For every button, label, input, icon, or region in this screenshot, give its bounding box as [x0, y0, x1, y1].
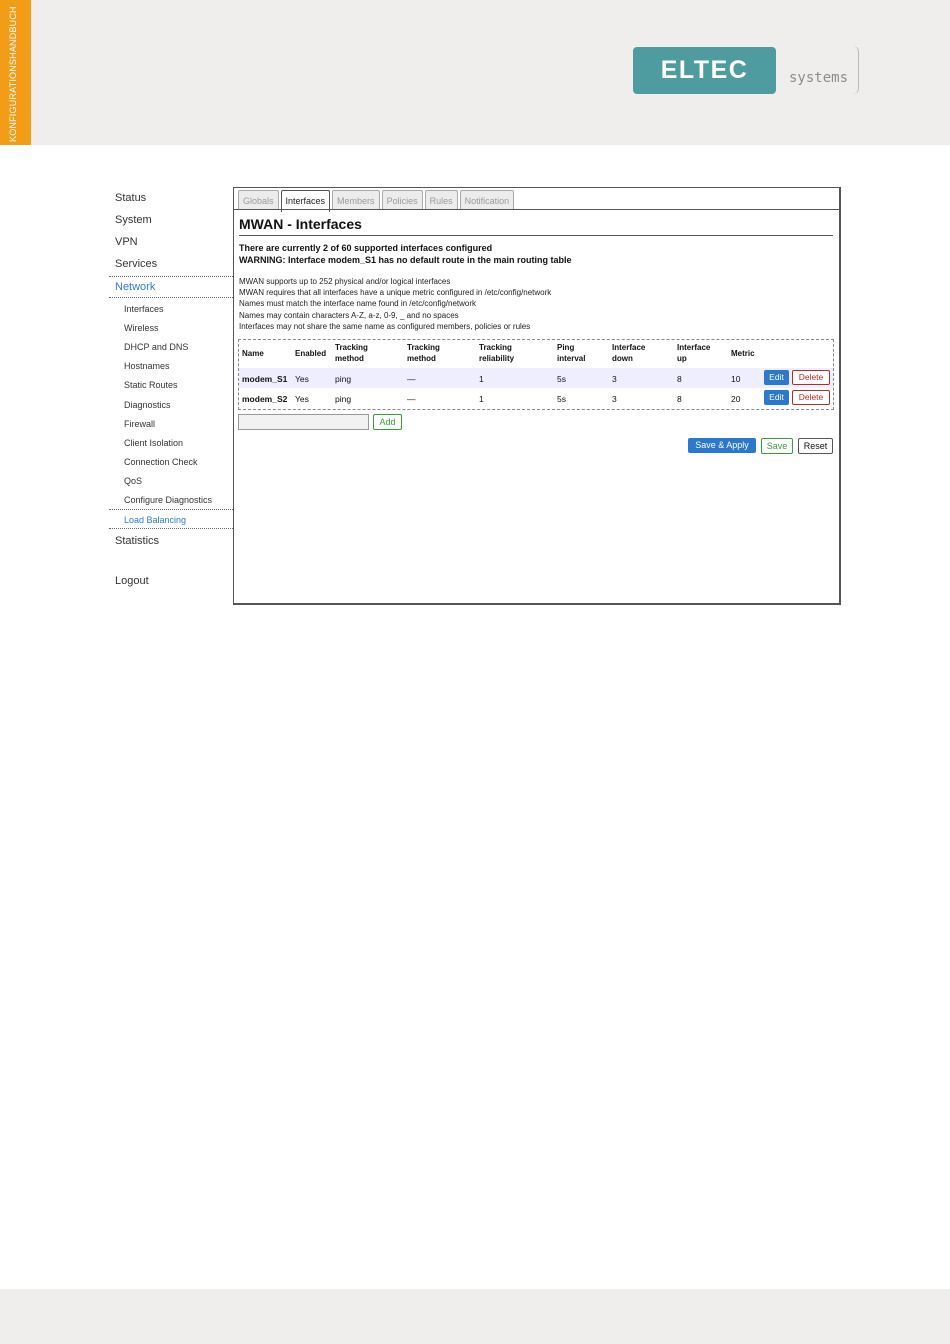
title-divider	[239, 235, 833, 236]
col-header-line: method	[407, 354, 436, 363]
nav-divider	[109, 276, 233, 277]
nav-statistics[interactable]: Statistics	[115, 535, 160, 547]
info-line: Names may contain characters A-Z, a-z, 0-9, _ and no spaces	[239, 311, 459, 320]
cell-ping: 5s	[557, 374, 566, 384]
main-content	[234, 187, 839, 605]
tab-globals[interactable]: Globals	[238, 190, 279, 210]
tab-policies[interactable]: Policies	[382, 190, 423, 210]
sidebar	[109, 187, 234, 605]
col-header-line: method	[335, 354, 364, 363]
nav-system[interactable]: System	[115, 214, 152, 226]
nav-sub-hostnames[interactable]: Hostnames	[124, 361, 170, 371]
cell-method: ping	[335, 374, 352, 384]
tab-members[interactable]: Members	[332, 190, 380, 210]
interfaces-table	[238, 339, 834, 410]
delete-button[interactable]: Delete	[792, 370, 830, 385]
col-metric: Metric	[731, 349, 755, 358]
nav-sub-diagnostics[interactable]: Diagnostics	[124, 400, 171, 410]
cell-reliability: 1	[479, 374, 484, 384]
page-footer	[0, 1289, 950, 1344]
info-line: MWAN requires that all interfaces have a unique metric configured in /etc/config/network	[239, 288, 552, 297]
nav-sub-load-balancing[interactable]: Load Balancing	[124, 515, 187, 525]
cell-enabled: Yes	[295, 394, 309, 404]
table-row	[239, 368, 833, 388]
tab-rules[interactable]: Rules	[425, 190, 458, 210]
nav-sub-interfaces[interactable]: Interfaces	[124, 304, 164, 314]
router-ui	[109, 187, 841, 605]
info-line: Interfaces may not share the same name as configured members, policies or rules	[239, 322, 531, 331]
warning-message: WARNING: Interface modem_S1 has no default route in the main routing table	[239, 255, 572, 265]
side-tab-label: KONFIGURATIONSHANDBUCH	[8, 6, 18, 142]
add-button[interactable]: Add	[373, 414, 402, 430]
nav-sub-dhcp-dns[interactable]: DHCP and DNS	[124, 342, 189, 352]
tab-underline	[234, 209, 839, 210]
col-header-line: Tracking	[479, 343, 512, 352]
info-line: Names must match the interface name found in /etc/config/network	[239, 299, 477, 308]
col-header-line: interval	[557, 354, 586, 363]
col-tracking-method	[335, 342, 368, 364]
info-line: MWAN supports up to 252 physical and/or logical interfaces	[239, 277, 451, 286]
nav-network[interactable]: Network	[115, 281, 156, 293]
col-header-line: reliability	[479, 354, 515, 363]
nav-status[interactable]: Status	[115, 192, 147, 204]
brand-logo	[633, 47, 776, 94]
edit-button[interactable]: Edit	[764, 370, 789, 385]
col-name: Name	[242, 349, 264, 358]
nav-sub-wireless[interactable]: Wireless	[124, 323, 159, 333]
side-tab	[0, 0, 31, 145]
cell-up: 8	[677, 394, 682, 404]
nav-sub-firewall[interactable]: Firewall	[124, 419, 156, 429]
cell-down: 3	[612, 374, 617, 384]
nav-logout[interactable]: Logout	[115, 575, 149, 587]
nav-sub-connection-check[interactable]: Connection Check	[124, 457, 198, 467]
page-title: MWAN - Interfaces	[239, 216, 362, 232]
nav-sub-static-routes[interactable]: Static Routes	[124, 380, 178, 390]
cell-method-2: —	[407, 374, 416, 384]
col-header-line: Interface	[612, 343, 646, 352]
cell-enabled: Yes	[295, 374, 309, 384]
cell-name: modem_S1	[242, 374, 288, 384]
col-header-line: Interface	[677, 343, 711, 352]
col-enabled: Enabled	[295, 349, 327, 358]
cell-down: 3	[612, 394, 617, 404]
brand-subtitle: systems	[789, 70, 849, 86]
tab-interfaces[interactable]: Interfaces	[281, 190, 331, 212]
cell-method: ping	[335, 394, 352, 404]
nav-sub-client-isolation[interactable]: Client Isolation	[124, 438, 184, 448]
reset-button[interactable]: Reset	[798, 438, 833, 454]
nav-divider	[109, 297, 233, 298]
cell-method-2: —	[407, 394, 416, 404]
col-header-line: up	[677, 354, 687, 363]
delete-button[interactable]: Delete	[792, 390, 830, 405]
col-interface-down	[612, 342, 645, 364]
cell-up: 8	[677, 374, 682, 384]
nav-services[interactable]: Services	[115, 258, 158, 270]
cell-ping: 5s	[557, 394, 566, 404]
col-header-line: Tracking	[407, 343, 440, 352]
col-header-line: down	[612, 354, 633, 363]
tab-bar	[238, 190, 514, 210]
edit-button[interactable]: Edit	[764, 390, 789, 405]
new-interface-input[interactable]	[238, 414, 369, 430]
col-tracking-method-2	[407, 342, 440, 364]
nav-sub-qos[interactable]: QoS	[124, 476, 143, 486]
col-ping-interval	[557, 342, 585, 364]
cell-metric: 20	[731, 394, 741, 404]
brand-name: ELTEC	[660, 56, 749, 84]
tab-notification[interactable]: Notification	[460, 190, 515, 210]
nav-divider	[109, 528, 233, 529]
cell-reliability: 1	[479, 394, 484, 404]
cell-metric: 10	[731, 374, 741, 384]
nav-vpn[interactable]: VPN	[115, 236, 138, 248]
table-row	[239, 388, 833, 408]
status-message: There are currently 2 of 60 supported interfaces configured	[239, 243, 493, 253]
nav-sub-configure-diagnostics[interactable]: Configure Diagnostics	[124, 495, 213, 505]
cell-name: modem_S2	[242, 394, 288, 404]
col-interface-up	[677, 342, 710, 364]
col-tracking-reliability	[479, 342, 514, 364]
col-header-line: Tracking	[335, 343, 368, 352]
col-header-line: Ping	[557, 343, 575, 352]
nav-divider	[109, 509, 233, 510]
save-button[interactable]: Save	[761, 438, 793, 454]
save-apply-button[interactable]: Save & Apply	[688, 438, 756, 453]
logo-bracket	[846, 46, 859, 94]
